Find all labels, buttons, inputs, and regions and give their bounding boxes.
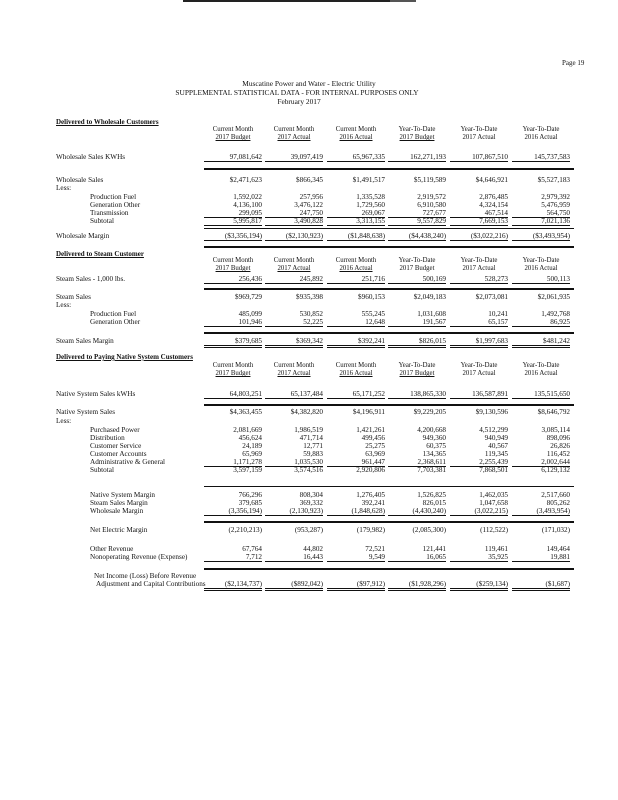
cell-value: 4,324,154	[479, 201, 508, 209]
cell-value: 826,015	[422, 499, 446, 507]
cell-value: 251,716	[327, 275, 385, 284]
row-label: Native System Sales kWHs	[56, 390, 136, 398]
cell-value: 101,946	[204, 318, 262, 327]
row-label: Steam Sales	[56, 293, 91, 301]
column-header-line2: 2016 Actual	[339, 370, 373, 377]
cell-value: 64,803,251	[204, 390, 262, 399]
cell-value: 471,714	[299, 434, 323, 442]
cell-value: 5,995,817	[204, 217, 262, 226]
cell-value: 1,047,658	[479, 499, 508, 507]
row-label: Customer Service	[90, 442, 142, 450]
column-header	[202, 126, 264, 142]
cell-value: 52,225	[265, 318, 323, 327]
cell-value: 940,949	[484, 434, 508, 442]
column-header-line1: Year-To-Date	[398, 126, 436, 133]
column-header	[263, 362, 325, 378]
cell-value: $2,061,935	[537, 293, 570, 301]
column-header-line2: 2016 Actual	[524, 370, 558, 377]
cell-value: 2,081,669	[233, 426, 262, 434]
cell-value: (2,085,300)	[412, 526, 446, 534]
cell-value: 247,750	[265, 209, 323, 218]
cell-value: $4,363,455	[229, 408, 262, 416]
cell-value: 530,852	[299, 310, 323, 318]
row-label: Steam Sales Margin	[56, 337, 114, 345]
cell-value: 3,085,114	[541, 426, 570, 434]
column-header	[386, 362, 448, 378]
cell-value: 7,868,501	[479, 466, 508, 474]
cell-value: 1,526,825	[417, 491, 446, 499]
cell-value: 149,464	[546, 545, 570, 553]
cell-value: 24,189	[242, 442, 262, 450]
column-header	[202, 362, 264, 378]
cell-value: $9,130,596	[475, 408, 508, 416]
column-header	[448, 126, 510, 142]
cell-value: 2,255,439	[450, 458, 508, 467]
cell-value: 67,764	[242, 545, 262, 553]
cell-value: 44,802	[303, 545, 323, 553]
cell-value: 4,512,299	[479, 426, 508, 434]
cell-value: 2,919,572	[417, 193, 446, 201]
row-label: Generation Other	[90, 318, 141, 326]
row-label: Transmission	[90, 209, 129, 217]
column-header-line1: Year-To-Date	[522, 126, 560, 133]
cell-value: 5,476,959	[541, 201, 570, 209]
column-header-line1: Year-To-Date	[522, 257, 560, 264]
cell-value: 2,368,611	[388, 458, 446, 467]
cell-value: 60,375	[426, 442, 446, 450]
cell-value: 40,567	[488, 442, 508, 450]
cell-value: 392,241	[361, 499, 385, 507]
report-company-title: Muscatine Power and Water - Electric Utility	[242, 79, 376, 88]
cell-value: 119,345	[484, 450, 508, 458]
cell-value: 564,750	[512, 209, 570, 218]
cell-value: 16,443	[265, 553, 323, 562]
row-label: Native System Sales	[56, 408, 116, 416]
cell-value: ($3,022,216)	[450, 232, 508, 241]
cell-value: 3,597,159	[233, 466, 262, 474]
column-header	[510, 126, 572, 142]
cell-value: 19,881	[512, 553, 570, 562]
cell-value: 121,441	[422, 545, 446, 553]
cell-value: ($1,848,638)	[327, 232, 385, 241]
cell-value: ($892,042)	[265, 580, 323, 591]
cell-value: (4,430,240)	[388, 507, 446, 516]
cell-value: 107,867,510	[450, 153, 508, 162]
column-header	[325, 126, 387, 142]
column-header-line1: Current Month	[335, 126, 377, 133]
cell-value: (171,032)	[541, 526, 570, 534]
scan-top-edge	[183, 0, 390, 2]
rule-line	[204, 521, 574, 523]
cell-value: 456,624	[238, 434, 262, 442]
cell-value: 727,677	[388, 209, 446, 218]
cell-value: 97,081,642	[204, 153, 262, 162]
column-header-line2: 2017 Actual	[462, 265, 496, 272]
cell-value: $960,153	[358, 293, 385, 301]
row-label: Net Electric Margin	[90, 526, 148, 534]
cell-value: 269,067	[327, 209, 385, 218]
cell-value: 256,436	[204, 275, 262, 284]
cell-value: $826,015	[388, 337, 446, 348]
column-header-line1: Year-To-Date	[398, 257, 436, 264]
column-header-line1: Current Month	[335, 362, 377, 369]
cell-value: $481,242	[512, 337, 570, 348]
cell-value: 1,986,519	[294, 426, 323, 434]
cell-value: (112,522)	[480, 526, 508, 534]
row-label: Distribution	[90, 434, 125, 442]
column-header-line2: 2016 Actual	[339, 134, 373, 141]
row-label: Steam Sales - 1,000 lbs.	[56, 275, 126, 283]
cell-value: 72,521	[365, 545, 385, 553]
row-label: Generation Other	[90, 201, 141, 209]
cell-value: 59,883	[303, 450, 323, 458]
column-header-line2: 2017 Actual	[277, 134, 311, 141]
cell-value: 805,262	[546, 499, 570, 507]
cell-value: $2,073,081	[475, 293, 508, 301]
row-label: Wholesale Sales KWHs	[56, 153, 126, 161]
column-header	[263, 257, 325, 273]
column-header-line1: Current Month	[212, 362, 254, 369]
cell-value: $4,196,911	[352, 408, 385, 416]
cell-value: 135,515,650	[512, 390, 570, 399]
cell-value: 7,021,136	[512, 217, 570, 226]
column-header	[510, 257, 572, 273]
column-header-line2: 2017 Budget	[399, 370, 435, 377]
column-header-line1: Year-To-Date	[460, 362, 498, 369]
row-label: Nonoperating Revenue (Expense)	[90, 553, 188, 561]
column-header-line2: 2017 Budget	[399, 265, 435, 272]
cell-value: 4,136,100	[233, 201, 262, 209]
rule-line	[204, 486, 574, 487]
rule-line	[204, 404, 574, 406]
column-header-line1: Year-To-Date	[460, 257, 498, 264]
cell-value: 9,549	[327, 553, 385, 562]
cell-value: 898,096	[546, 434, 570, 442]
cell-value: (2,210,213)	[228, 526, 262, 534]
column-header-line1: Current Month	[212, 257, 254, 264]
cell-value: 65,137,484	[265, 390, 323, 399]
cell-value: 134,365	[422, 450, 446, 458]
cell-value: 499,456	[361, 434, 385, 442]
cell-value: $1,997,683	[450, 337, 508, 348]
column-header	[386, 126, 448, 142]
cell-value: 26,826	[550, 442, 570, 450]
cell-value: $8,646,792	[537, 408, 570, 416]
cell-value: 1,035,530	[265, 458, 323, 467]
cell-value: 3,476,122	[294, 201, 323, 209]
cell-value: ($1,928,296)	[388, 580, 446, 591]
cell-value: 2,876,485	[479, 193, 508, 201]
column-header	[510, 362, 572, 378]
less-label: Less:	[56, 417, 72, 425]
cell-value: 35,925	[450, 553, 508, 562]
cell-value: 65,171,252	[327, 390, 385, 399]
column-header-line2: 2016 Actual	[524, 134, 558, 141]
cell-value: 2,920,806	[356, 466, 385, 474]
column-header-line1: Current Month	[212, 126, 254, 133]
column-header-line1: Current Month	[273, 362, 315, 369]
scan-top-edge-fragment	[390, 0, 416, 2]
cell-value: 257,956	[299, 193, 323, 201]
cell-value: 65,967,335	[327, 153, 385, 162]
cell-value: 138,865,330	[388, 390, 446, 399]
cell-value: 3,313,155	[327, 217, 385, 226]
cell-value: (953,287)	[294, 526, 323, 534]
cell-value: 3,490,828	[265, 217, 323, 226]
cell-value: $392,241	[327, 337, 385, 348]
rule-line	[204, 568, 574, 570]
section-title-native: Delivered to Paying Native System Customers	[56, 353, 193, 361]
cell-value: 25,275	[365, 442, 385, 450]
cell-value: ($3,356,194)	[204, 232, 262, 241]
report-subtitle: SUPPLEMENTAL STATISTICAL DATA - FOR INTERNAL PURPOSES ONLY	[175, 88, 419, 97]
column-header	[325, 362, 387, 378]
cell-value: 86,925	[512, 318, 570, 327]
cell-value: ($2,130,923)	[265, 232, 323, 241]
column-header-line2: 2017 Budget	[215, 134, 251, 141]
cell-value: 467,514	[450, 209, 508, 218]
cell-value: 1,031,608	[417, 310, 446, 318]
row-label: Native System Margin	[90, 491, 155, 499]
less-label: Less:	[56, 184, 72, 192]
row-label: Production Fuel	[90, 193, 137, 201]
row-label: Wholesale Margin	[90, 507, 144, 515]
cell-value: 145,737,583	[512, 153, 570, 162]
cell-value: ($259,134)	[450, 580, 508, 591]
cell-value: $5,119,589	[413, 176, 446, 184]
cell-value: 1,421,261	[356, 426, 385, 434]
rule-line	[204, 168, 574, 170]
cell-value: 808,304	[299, 491, 323, 499]
cell-value: 136,587,891	[450, 390, 508, 399]
cell-value: 7,703,381	[417, 466, 446, 474]
column-header-line2: 2016 Actual	[339, 265, 373, 272]
report-period: February 2017	[277, 97, 321, 106]
row-label: Wholesale Sales	[56, 176, 104, 184]
cell-value: (3,356,194)	[204, 507, 262, 516]
cell-value: $4,382,820	[290, 408, 323, 416]
cell-value: 1,592,022	[233, 193, 262, 201]
row-label: Administrative & General	[90, 458, 166, 466]
cell-value: 162,271,193	[388, 153, 446, 162]
column-header-line2: 2016 Actual	[524, 265, 558, 272]
cell-value: $2,471,623	[229, 176, 262, 184]
cell-value: 528,273	[450, 275, 508, 284]
cell-value: 379,685	[238, 499, 262, 507]
cell-value: 7,669,153	[450, 217, 508, 226]
section-title-wholesale: Delivered to Wholesale Customers	[56, 118, 159, 126]
column-header	[386, 257, 448, 273]
row-label: Other Revenue	[90, 545, 134, 553]
row-label: Production Fuel	[90, 310, 137, 318]
less-label: Less:	[56, 301, 72, 309]
cell-value: 1,335,528	[356, 193, 385, 201]
cell-value: 949,360	[422, 434, 446, 442]
cell-value: 63,969	[365, 450, 385, 458]
cell-value: 766,296	[238, 491, 262, 499]
row-label: Purchased Power	[90, 426, 140, 434]
cell-value: 191,567	[388, 318, 446, 327]
column-header-line1: Current Month	[273, 126, 315, 133]
column-header-line2: 2017 Actual	[277, 370, 311, 377]
rule-line	[204, 332, 574, 334]
cell-value: ($2,134,737)	[204, 580, 262, 591]
cell-value: $369,342	[265, 337, 323, 348]
section-title-steam: Delivered to Steam Customer	[56, 250, 144, 258]
cell-value: 485,099	[238, 310, 262, 318]
row-label: Wholesale Margin	[56, 232, 110, 240]
column-header	[448, 257, 510, 273]
cell-value: 65,969	[242, 450, 262, 458]
cell-value: ($4,438,240)	[388, 232, 446, 241]
cell-value: 1,492,768	[541, 310, 570, 318]
column-header-line2: 2017 Actual	[462, 134, 496, 141]
cell-value: $866,345	[296, 176, 323, 184]
cell-value: 555,245	[361, 310, 385, 318]
cell-value: 369,332	[299, 499, 323, 507]
cell-value: 119,461	[484, 545, 508, 553]
cell-value: ($97,912)	[327, 580, 385, 591]
row-label: Subtotal	[90, 466, 114, 474]
cell-value: (1,848,628)	[327, 507, 385, 516]
cell-value: 245,892	[265, 275, 323, 284]
cell-value: 12,648	[327, 318, 385, 327]
cell-value: 4,200,668	[417, 426, 446, 434]
cell-value: $5,527,183	[537, 176, 570, 184]
column-header-line1: Year-To-Date	[460, 126, 498, 133]
column-header-line2: 2017 Actual	[277, 265, 311, 272]
cell-value: 3,574,516	[294, 466, 323, 474]
cell-value: 16,065	[388, 553, 446, 562]
column-header	[202, 257, 264, 273]
row-label: Adjustment and Capital Contributions	[96, 580, 206, 588]
cell-value: (2,130,923)	[265, 507, 323, 516]
cell-value: $9,229,205	[413, 408, 446, 416]
cell-value: (3,022,215)	[450, 507, 508, 516]
column-header	[325, 257, 387, 273]
cell-value: 39,097,419	[265, 153, 323, 162]
cell-value: 9,557,829	[388, 217, 446, 226]
column-header-line2: 2017 Budget	[399, 134, 435, 141]
cell-value: ($3,493,954)	[512, 232, 570, 241]
row-label: Steam Sales Margin	[90, 499, 148, 507]
column-header-line1: Year-To-Date	[522, 362, 560, 369]
cell-value: ($1,687)	[512, 580, 570, 591]
cell-value: 1,171,278	[204, 458, 262, 467]
cell-value: $969,729	[235, 293, 262, 301]
cell-value: 116,452	[546, 450, 570, 458]
column-header-line1: Year-To-Date	[398, 362, 436, 369]
rule-line	[204, 288, 574, 290]
cell-value: 65,157	[450, 318, 508, 327]
column-header-line2: 2017 Budget	[215, 370, 251, 377]
column-header-line2: 2017 Budget	[215, 265, 251, 272]
cell-value: 7,712	[204, 553, 262, 562]
cell-value: 6,129,132	[541, 466, 570, 474]
row-label: Customer Accounts	[90, 450, 147, 458]
cell-value: 1,462,035	[479, 491, 508, 499]
cell-value: 1,729,560	[356, 201, 385, 209]
row-label: Subtotal	[90, 217, 114, 225]
cell-value: 2,979,392	[541, 193, 570, 201]
column-header-line1: Current Month	[273, 257, 315, 264]
cell-value: (3,493,954)	[512, 507, 570, 516]
cell-value: 12,771	[303, 442, 323, 450]
column-header-line2: 2017 Actual	[462, 370, 496, 377]
cell-value: 2,002,644	[512, 458, 570, 467]
cell-value: $1,491,517	[352, 176, 385, 184]
cell-value: $935,398	[296, 293, 323, 301]
page-number: Page 19	[562, 59, 585, 67]
cell-value: $4,646,921	[475, 176, 508, 184]
row-label: Net Income (Loss) Before Revenue	[94, 572, 197, 580]
column-header	[448, 362, 510, 378]
cell-value: 6,910,580	[417, 201, 446, 209]
cell-value: $2,049,183	[413, 293, 446, 301]
cell-value: 500,113	[512, 275, 570, 284]
column-header	[263, 126, 325, 142]
cell-value: 500,169	[388, 275, 446, 284]
cell-value: 299,095	[204, 209, 262, 218]
column-header-line1: Current Month	[335, 257, 377, 264]
cell-value: 2,517,660	[541, 491, 570, 499]
cell-value: 10,241	[488, 310, 508, 318]
rule-line	[204, 246, 574, 248]
rule-line	[204, 228, 574, 229]
cell-value: (179,982)	[356, 526, 385, 534]
cell-value: $379,685	[204, 337, 262, 348]
cell-value: 1,276,405	[356, 491, 385, 499]
cell-value: 961,447	[327, 458, 385, 467]
